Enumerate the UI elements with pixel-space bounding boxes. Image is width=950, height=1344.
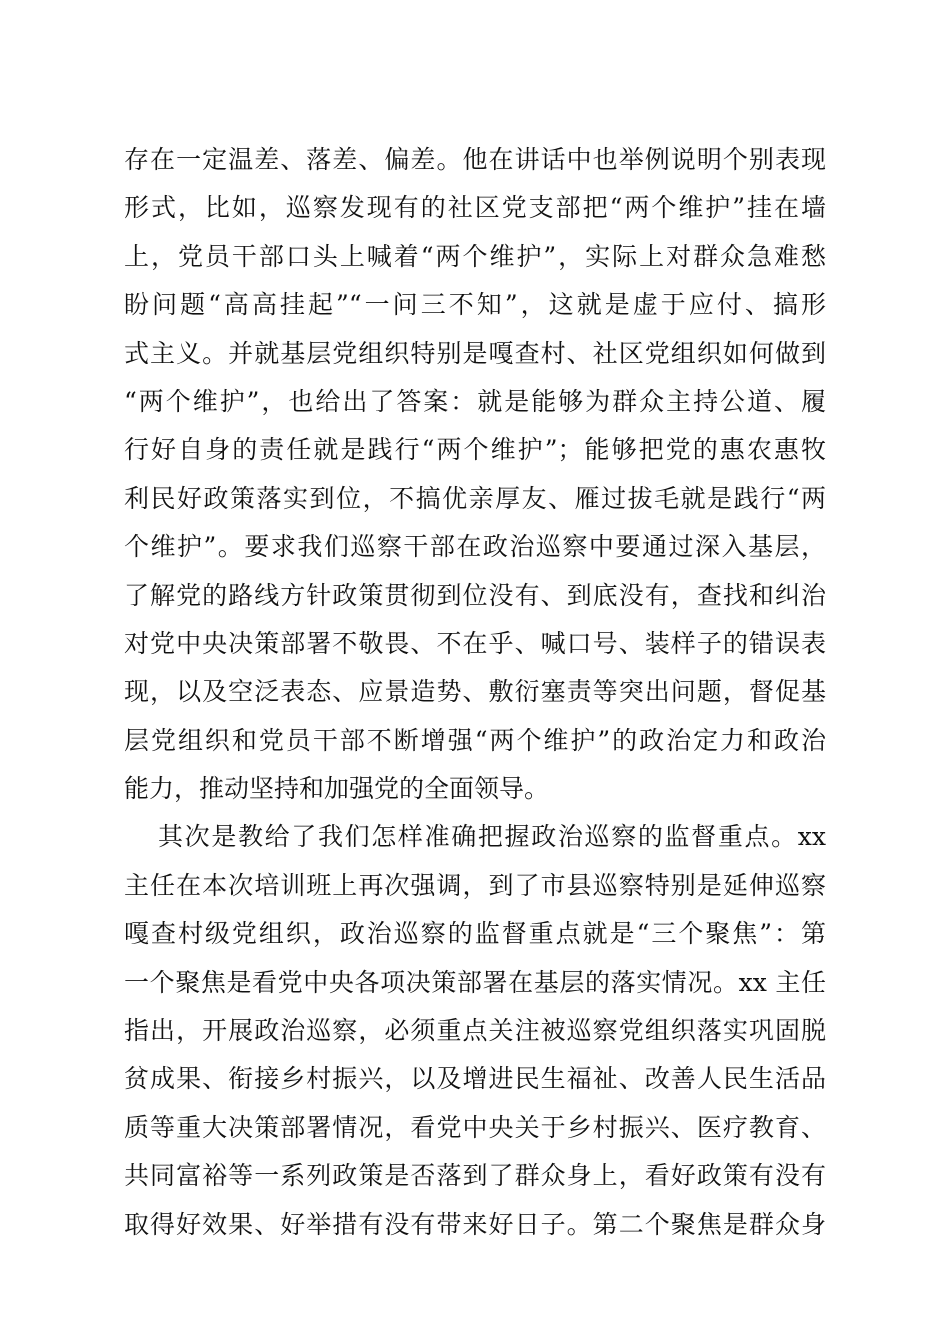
text-line: 上，党员干部口头上喊着“两个维护”，实际上对群众急难愁 (124, 241, 826, 271)
text-line: 对党中央决策部署不敬畏、不在乎、喊口号、装样子的错误表 (124, 628, 826, 658)
text-line: 现，以及空泛表态、应景造势、敷衍塞责等突出问题，督促基 (124, 677, 826, 707)
text-line: 存在一定温差、落差、偏差。他在讲话中也举例说明个别表现 (124, 145, 826, 174)
text-line: 了解党的路线方针政策贯彻到位没有、到底没有，查找和纠治 (124, 580, 826, 610)
text-line: 取得好效果、好举措有没有带来好日子。第二个聚焦是群众身 (124, 1209, 826, 1239)
text-line: 指出，开展政治巡察，必须重点关注被巡察党组织落实巩固脱 (124, 1016, 826, 1046)
text-line: 形式，比如，巡察发现有的社区党支部把“两个维护”挂在墙 (124, 193, 826, 223)
text-line: 贫成果、衔接乡村振兴，以及增进民生福祉、改善人民生活品 (124, 1064, 826, 1094)
text-line: 共同富裕等一系列政策是否落到了群众身上，看好政策有没有 (124, 1161, 826, 1191)
text-line: 主任在本次培训班上再次强调，到了市县巡察特别是延伸巡察 (124, 870, 826, 900)
text-line: 能力，推动坚持和加强党的全面领导。 (124, 774, 550, 804)
text-line: 其次是教给了我们怎样准确把握政治巡察的监督重点。xx (158, 822, 826, 852)
text-line: “两个维护”，也给出了答案：就是能够为群众主持公道、履 (124, 386, 826, 416)
text-line: 式主义。并就基层党组织特别是嘎查村、社区党组织如何做到 (124, 338, 826, 368)
text-line: 个维护”。要求我们巡察干部在政治巡察中要通过深入基层， (124, 532, 826, 562)
paragraph-2 (124, 813, 826, 1249)
text-line: 一个聚焦是看党中央各项决策部署在基层的落实情况。xx 主任 (124, 967, 826, 997)
paragraph-1 (124, 136, 826, 813)
text-line: 盼问题“高高挂起”“一问三不知”，这就是虚于应付、搞形 (124, 290, 826, 320)
document-body (124, 136, 826, 1249)
text-line: 利民好政策落实到位，不搞优亲厚友、雁过拔毛就是践行“两 (124, 483, 826, 513)
text-line: 嘎查村级党组织，政治巡察的监督重点就是“三个聚焦”：第 (124, 919, 826, 949)
text-line: 层党组织和党员干部不断增强“两个维护”的政治定力和政治 (124, 725, 826, 755)
text-line: 质等重大决策部署情况，看党中央关于乡村振兴、医疗教育、 (124, 1112, 826, 1142)
text-line: 行好自身的责任就是践行“两个维护”；能够把党的惠农惠牧 (124, 435, 826, 465)
